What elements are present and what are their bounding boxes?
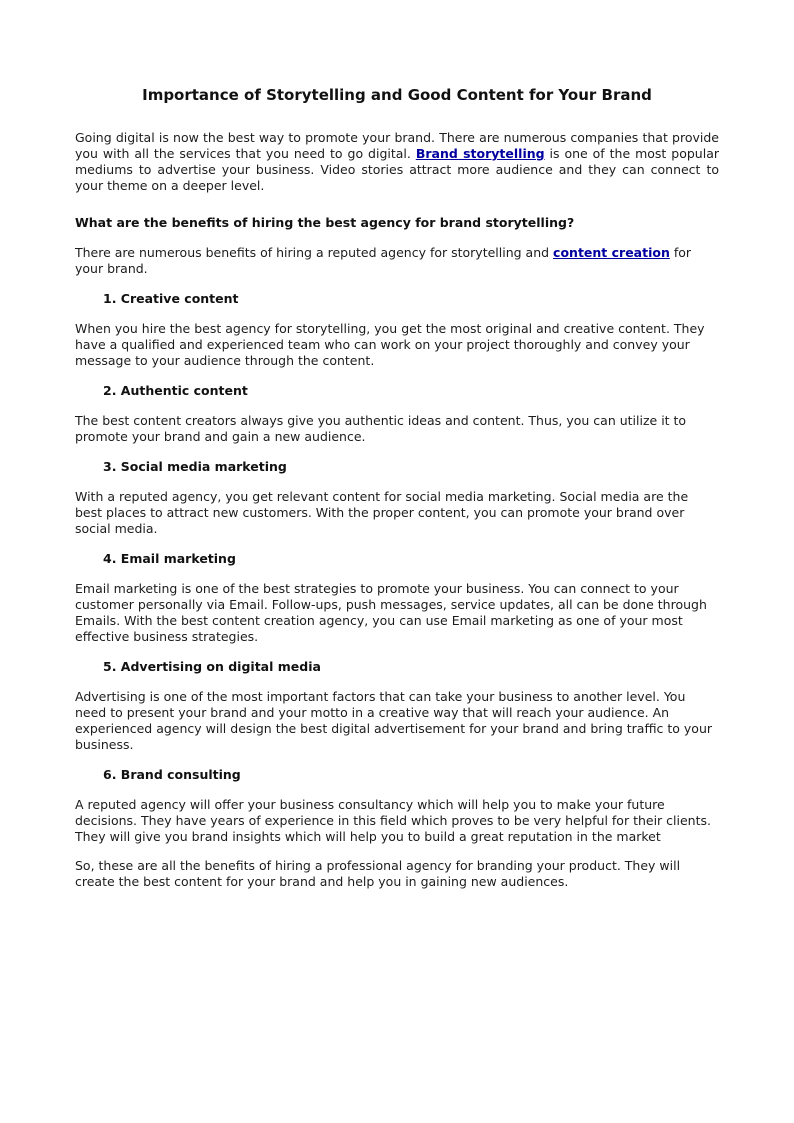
benefits-intro-paragraph <box>75 245 719 277</box>
section-paragraph-email-marketing: Email marketing is one of the best strategies to promote your business. You can connect to your customer personally via Email. Follow-ups, push messages, service updates, all can be done through Emails. With the best content creation agency, you can use Email marketing as one of your most effective business strategies. <box>75 581 707 644</box>
section-heading-creative-content: 1. Creative content <box>103 291 239 306</box>
content-creation-link[interactable]: content creation <box>553 245 670 260</box>
section-paragraph-authentic-content: The best content creators always give you authentic ideas and content. Thus, you can utilize it to promote your brand and gain a new audience. <box>75 413 687 444</box>
section-paragraph-social-media-marketing: With a reputed agency, you get relevant content for social media marketing. Social media are the best places to attract new customers. With the proper content, you can promote your brand over social media. <box>75 489 689 536</box>
intro-text-before: Going digital is now the best way to promote your brand. There are numerous companies that provide you with all the services that you need to go digital. <box>75 130 719 161</box>
section-paragraph-brand-consulting: A reputed agency will offer your business consultancy which will help you to make your future decisions. They have years of experience in this field which proves to be very helpful for their clients. They will give you brand insights which will help you to build a great reputation in the market <box>75 797 711 844</box>
section-heading-email-marketing: 4. Email marketing <box>103 551 236 566</box>
section-heading-social-media-marketing: 3. Social media marketing <box>103 459 287 474</box>
section-paragraph-advertising-digital-media: Advertising is one of the most important factors that can take your business to another level. You need to present your brand and your motto in a creative way that will reach your audience. An experienced agency will design the best digital advertisement for your brand and bring traffic to your business. <box>75 689 713 752</box>
conclusion-paragraph: So, these are all the benefits of hiring a professional agency for branding your product. They will create the best content for your brand and help you in gaining new audiences. <box>75 858 681 889</box>
benefits-text-before: There are numerous benefits of hiring a reputed agency for storytelling and <box>75 245 554 260</box>
section-heading-authentic-content: 2. Authentic content <box>103 383 248 398</box>
benefits-text-after: for your brand. <box>75 245 692 276</box>
section-heading-brand-consulting: 6. Brand consulting <box>103 767 241 782</box>
benefits-question-heading: What are the benefits of hiring the best agency for brand storytelling? <box>75 215 575 230</box>
document-title: Importance of Storytelling and Good Content for Your Brand <box>142 86 652 104</box>
intro-text-after: is one of the most popular mediums to advertise your business. Video stories attract more audience and they can connect to your theme on a deeper level. <box>75 146 719 193</box>
brand-storytelling-link[interactable]: Brand storytelling <box>415 146 545 161</box>
section-paragraph-creative-content: When you hire the best agency for storytelling, you get the most original and creative content. They have a qualified and experienced team who can work on your project thoroughly and convey your message to your audience through the content. <box>75 321 705 368</box>
section-heading-advertising-digital-media: 5. Advertising on digital media <box>103 659 321 674</box>
intro-paragraph <box>75 130 719 194</box>
